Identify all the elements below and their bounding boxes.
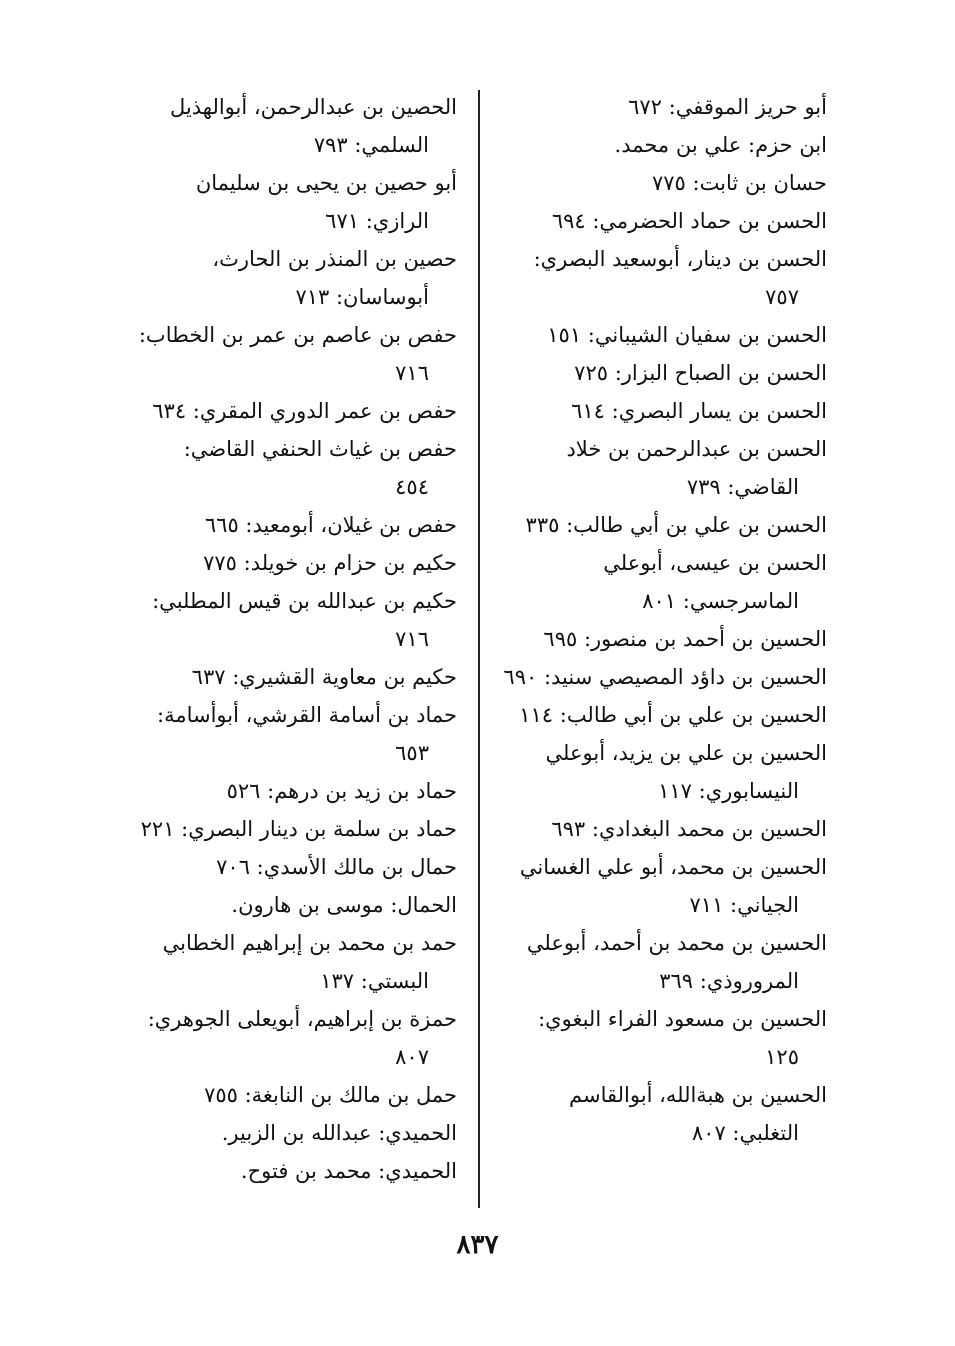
index-entry-line: حفص بن عمر الدوري المقري: ٦٣٤ xyxy=(152,399,457,423)
index-entry xyxy=(117,810,457,848)
index-entry xyxy=(487,848,827,924)
index-entry-line: حماد بن سلمة بن دينار البصري: ٢٢١ xyxy=(140,817,457,841)
index-entry-line: الحصين بن عبدالرحمن، أبوالهذيل xyxy=(170,95,457,119)
index-entry-line: أبو حصين بن يحيى بن سليمان xyxy=(195,171,457,195)
index-entry-line: الحسن بن دينار، أبوسعيد البصري: xyxy=(533,247,827,271)
index-column-right xyxy=(487,88,827,1152)
page-number: ٨٣٧ xyxy=(456,1230,499,1260)
index-entry xyxy=(487,620,827,658)
index-entry xyxy=(487,734,827,810)
index-entry xyxy=(117,1114,457,1152)
index-entry-continuation: ٧١٦ xyxy=(395,361,429,385)
index-entry xyxy=(487,164,827,202)
index-entry-continuation: ٧٥٧ xyxy=(765,285,799,309)
index-entry-line: الحسين بن محمد بن أحمد، أبوعلي xyxy=(526,931,827,955)
index-entry xyxy=(487,88,827,126)
index-entry-line: الحسن بن يسار البصري: ٦١٤ xyxy=(571,399,827,423)
index-entry xyxy=(117,1076,457,1114)
index-entry-continuation: ٨٠٧ xyxy=(395,1045,429,1069)
index-entry-line: الحسين بن علي بن أبي طالب: ١١٤ xyxy=(519,703,827,727)
index-entry-line: الحسين بن أحمد بن منصور: ٦٩٥ xyxy=(543,627,827,651)
index-entry xyxy=(487,696,827,734)
index-entry xyxy=(117,886,457,924)
index-entry xyxy=(117,544,457,582)
index-entry-continuation: القاضي: ٧٣٩ xyxy=(686,475,799,499)
index-entry-continuation: النيسابوري: ١١٧ xyxy=(658,779,799,803)
index-entry-line: حمد بن محمد بن إبراهيم الخطابي xyxy=(162,931,457,955)
index-entry xyxy=(487,924,827,1000)
index-entry xyxy=(117,658,457,696)
index-entry xyxy=(487,810,827,848)
index-entry xyxy=(117,316,457,392)
column-divider xyxy=(478,90,480,1208)
index-entry-line: الحسين بن هبةالله، أبوالقاسم xyxy=(569,1083,827,1107)
index-entry xyxy=(117,506,457,544)
index-entry-line: حفص بن غياث الحنفي القاضي: xyxy=(183,437,457,461)
index-entry xyxy=(487,202,827,240)
index-entry-line: حكيم بن عبدالله بن قيس المطلبي: xyxy=(152,589,457,613)
index-entry-line: الحسن بن الصباح البزار: ٧٢٥ xyxy=(574,361,827,385)
index-column-left xyxy=(117,88,457,1190)
index-entry-line: ابن حزم: علي بن محمد. xyxy=(614,133,827,157)
index-entry xyxy=(487,544,827,620)
index-entry-line: الحسن بن سفيان الشيباني: ١٥١ xyxy=(547,323,827,347)
index-entry-line: الحسن بن عيسى، أبوعلي xyxy=(603,551,827,575)
index-entry-line: الحمال: موسى بن هارون. xyxy=(231,893,457,917)
index-entry-line: حماد بن زيد بن درهم: ٥٢٦ xyxy=(226,779,457,803)
index-entry xyxy=(117,848,457,886)
index-entry-line: حسان بن ثابت: ٧٧٥ xyxy=(651,171,827,195)
index-entry-continuation: ٧١٦ xyxy=(395,627,429,651)
index-entry-line: الحسين بن علي بن يزيد، أبوعلي xyxy=(545,741,827,765)
index-entry-line: الحسن بن حماد الحضرمي: ٦٩٤ xyxy=(551,209,827,233)
index-entry-line: حمال بن مالك الأسدي: ٧٠٦ xyxy=(216,855,457,879)
index-entry-continuation: الجياني: ٧١١ xyxy=(689,893,799,917)
index-entry-continuation: الماسرجسي: ٨٠١ xyxy=(642,589,799,613)
index-entry xyxy=(117,1000,457,1076)
index-entry-line: حكيم بن حزام بن خويلد: ٧٧٥ xyxy=(203,551,457,575)
index-entry xyxy=(487,1000,827,1076)
index-entry xyxy=(487,658,827,696)
index-entry xyxy=(487,354,827,392)
index-entry xyxy=(117,392,457,430)
index-entry xyxy=(117,430,457,506)
index-entry-line: الحسن بن عبدالرحمن بن خلاد xyxy=(566,437,827,461)
index-entry-line: حفص بن غيلان، أبومعيد: ٦٦٥ xyxy=(204,513,457,537)
index-entry-continuation: البستي: ١٣٧ xyxy=(320,969,429,993)
index-entry-line: حفص بن عاصم بن عمر بن الخطاب: xyxy=(138,323,457,347)
index-entry-line: الحسين بن مسعود الفراء البغوي: xyxy=(538,1007,827,1031)
index-entry xyxy=(487,430,827,506)
index-entry-continuation: الرازي: ٦٧١ xyxy=(325,209,429,233)
index-entry-continuation: السلمي: ٧٩٣ xyxy=(313,133,429,157)
index-entry xyxy=(487,506,827,544)
index-entry xyxy=(487,316,827,354)
index-entry-line: الحسين بن داؤد المصيصي سنيد: ٦٩٠ xyxy=(503,665,827,689)
index-entry-line: الحميدي: محمد بن فتوح. xyxy=(240,1159,457,1183)
index-entry xyxy=(487,392,827,430)
index-entry-line: حماد بن أسامة القرشي، أبوأسامة: xyxy=(157,703,457,727)
index-entry-continuation: المروروذي: ٣٦٩ xyxy=(659,969,799,993)
index-entry-line: حكيم بن معاوية القشيري: ٦٣٧ xyxy=(191,665,457,689)
index-entry xyxy=(487,240,827,316)
index-entry xyxy=(117,88,457,164)
index-entry xyxy=(117,164,457,240)
index-entry xyxy=(117,772,457,810)
index-entry-continuation: ٦٥٣ xyxy=(395,741,429,765)
index-entry xyxy=(487,1076,827,1152)
index-entry-line: حمل بن مالك بن النابغة: ٧٥٥ xyxy=(204,1083,457,1107)
index-entry xyxy=(117,696,457,772)
index-entry-line: حمزة بن إبراهيم، أبويعلى الجوهري: xyxy=(147,1007,457,1031)
index-entry xyxy=(487,126,827,164)
index-entry xyxy=(117,924,457,1000)
index-entry-line: أبو حريز الموقفي: ٦٧٢ xyxy=(628,95,827,119)
index-entry-line: الحسن بن علي بن أبي طالب: ٣٣٥ xyxy=(525,513,827,537)
index-entry-continuation: أبوساسان: ٧١٣ xyxy=(295,285,429,309)
index-entry xyxy=(117,240,457,316)
index-entry xyxy=(117,1152,457,1190)
index-entry-continuation: ٤٥٤ xyxy=(395,475,429,499)
index-entry-line: الحميدي: عبدالله بن الزبير. xyxy=(221,1121,457,1145)
index-entry-line: الحسين بن محمد البغدادي: ٦٩٣ xyxy=(551,817,827,841)
index-entry-continuation: ١٢٥ xyxy=(765,1045,799,1069)
index-entry-line: حصين بن المنذر بن الحارث، xyxy=(212,247,457,271)
index-entry-continuation: التغلبي: ٨٠٧ xyxy=(691,1121,799,1145)
index-entry-line: الحسين بن محمد، أبو علي الغساني xyxy=(519,855,827,879)
index-entry xyxy=(117,582,457,658)
